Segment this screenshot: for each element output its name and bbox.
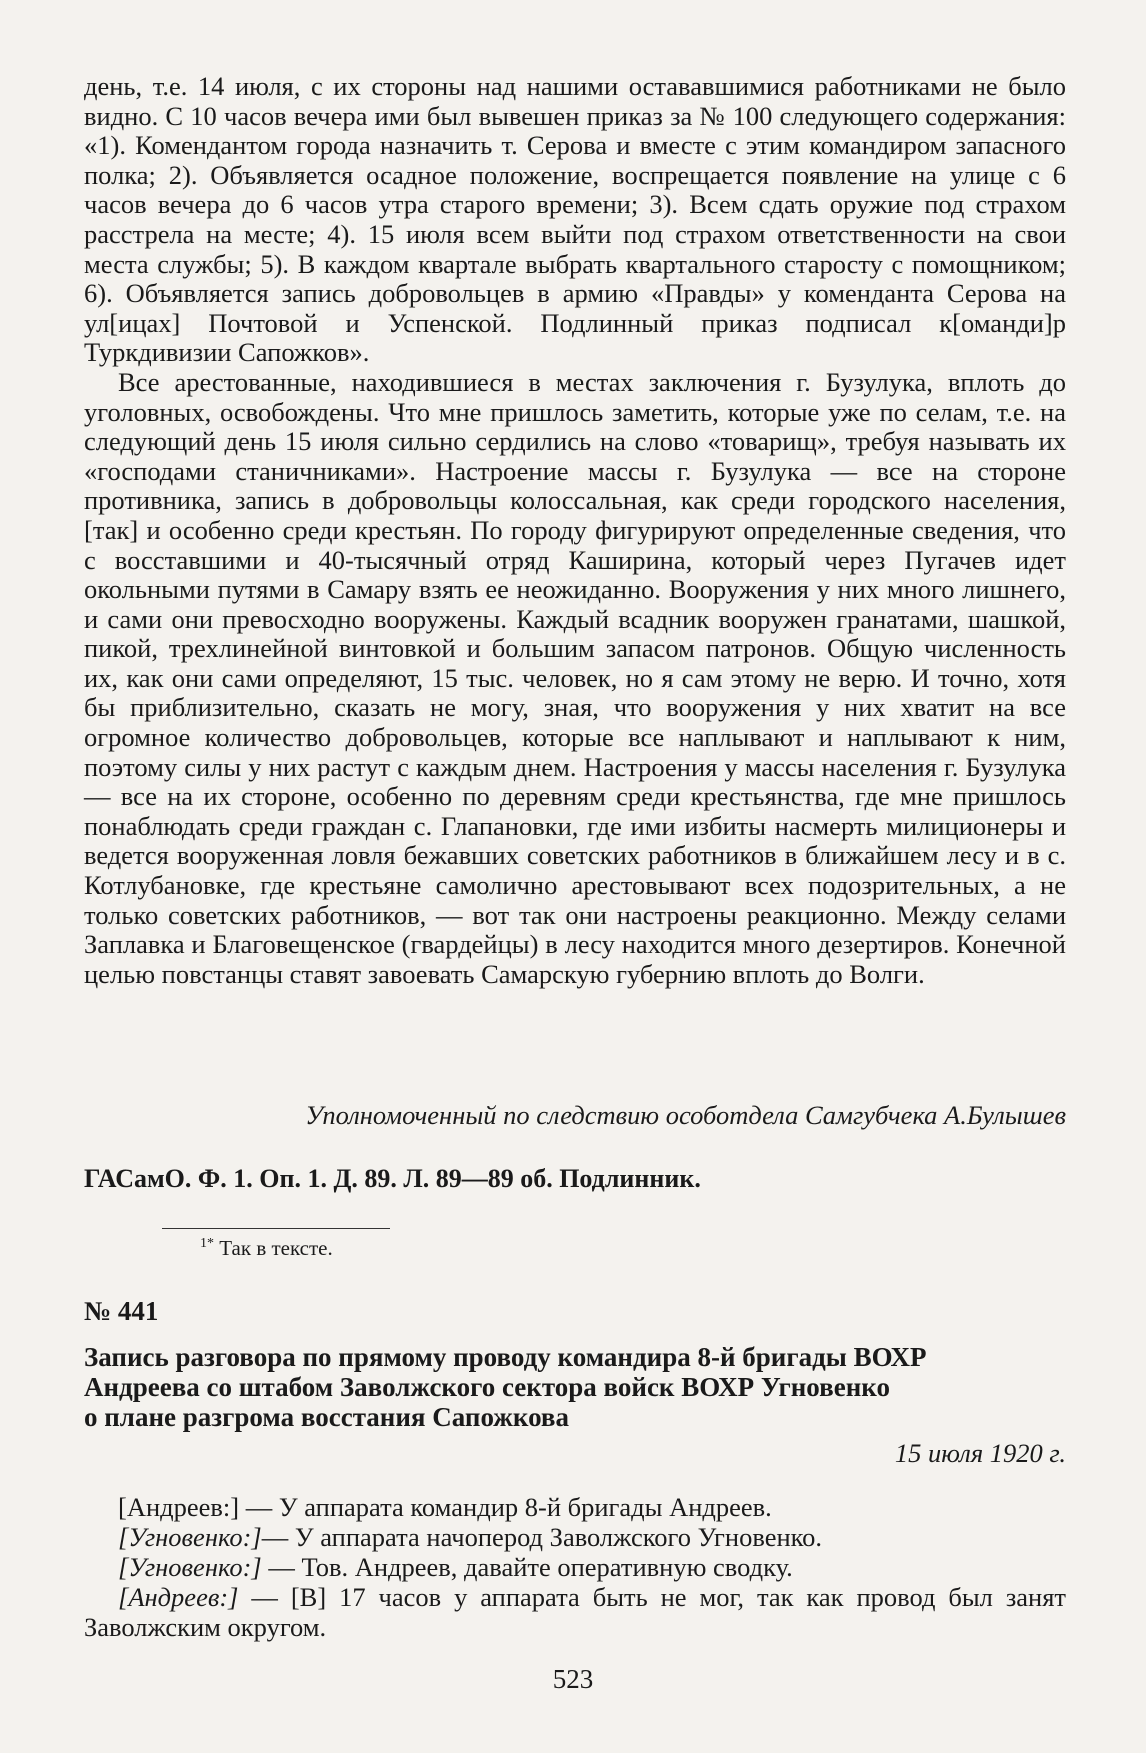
dialogue-line (84, 1582, 1066, 1642)
report-paragraph-2: Все арестованные, находившиеся в местах заключения г. Бузулука, вплоть до уголовных, освобождены. Что мне пришлось заметить, которые уже по селам, т.е. на следующий день 15 июля сильно сердились на слово «товарищ», требуя называть их «господами станичниками». Настроение массы г. Бузулука — все на стороне противника, запись в добровольцы колоссальная, как среди городского населения, [так] и особенно среди крестьян. По городу фигурируют определенные сведения, что с восставшими и 40-тысячный отряд Каширина, который через Пугачев идет окольными путями в Самару взять ее неожиданно. Вооружения у них много лишнего, и сами они превосходно вооружены. Каждый всадник вооружен гранатами, шашкой, пикой, трехлинейной винтовкой и большим запасом патронов. Общую численность их, как они сами определяют, 15 тыс. человек, но я сам этому не верю. И точно, хотя бы приблизительно, сказать не могу, зная, что вооружения у них хватит на все огромное количество добровольцев, которые все наплывают и наплывают к ним, поэтому силы у них растут с каждым днем. Настроения у массы населения г. Бузулука — все на их стороне, особенно по деревням среди крестьянства, где мне пришлось понаблюдать среди граждан с. Глапановки, где ими избиты насмерть милиционеры и ведется вооруженная ловля бежавших советских работников в ближайшем лесу и в с. Котлубановке, где крестьяне самолично арестовывают всех подозрительных, а не только советских работников, — вот так они настроены реакционно. Между селами Заплавка и Благовещенское (гвардейцы) в лесу находится много дезертиров. Конечной целью повстанцы ставят завоевать Самарскую губернию вплоть до Волги. (84, 366, 1066, 989)
speech-text: — [В] 17 часов у аппарата быть не мог, так как провод был занят Заволжским округом. (84, 1582, 1066, 1642)
dialogue-line (84, 1522, 1066, 1552)
document-title-line-2: Андреева со штабом Заволжского сектора войск ВОХР Угновенко (84, 1372, 890, 1402)
speaker-name: [Угновенко:] (118, 1552, 262, 1582)
footnote-text: Так в тексте. (219, 1236, 333, 1260)
document-number: № 441 (84, 1296, 159, 1326)
report-paragraph-1: день, т.е. 14 июля, с их стороны над нашими остававшимися работниками не было видно. С 10 часов вечера ими был вывешен приказ за № 100 следующего содержания: «1). Комендантом города назначить т. Серова и вместе с этим командиром запасного полка; 2). Объявляется осадное положение, воспрещается появление на улице с 6 часов вечера до 6 часов утра старого времени; 3). Всем сдать оружие под страхом расстрела на месте; 4). 15 июля всем выйти под страхом ответственности на свои места службы; 5). В каждом квартале выбрать квартального старосту с помощником; 6). Объявляется запись добровольцев в армию «Правды» у коменданта Серова на ул[ицах] Почтовой и Успенской. Подлинный приказ подписал к[оманди]р Туркдивизии Сапожков». (84, 71, 1066, 368)
report-body (84, 72, 1066, 989)
dialogue-line (84, 1552, 1066, 1582)
speaker-name: [Угновенко:] (118, 1522, 262, 1552)
speech-text: — У аппарата командир 8-й бригады Андреев. (239, 1492, 772, 1522)
footnote (200, 1236, 333, 1261)
speaker-name: [Андреев:] (118, 1582, 239, 1612)
footnote-mark: 1* (200, 1236, 214, 1251)
document-title (84, 1342, 1066, 1432)
document-title-line-1: Запись разговора по прямому проводу командира 8-й бригады ВОХР (84, 1342, 927, 1372)
page-number: 523 (552, 1664, 594, 1694)
speech-text: — У аппарата начоперод Заволжского Угновенко. (261, 1522, 823, 1552)
dialogue-line (84, 1492, 1066, 1522)
speaker-name: [Андреев:] (118, 1492, 240, 1522)
footnote-divider (162, 1228, 390, 1229)
archive-reference: ГАСамО. Ф. 1. Оп. 1. Д. 89. Л. 89—89 об. Подлинник. (84, 1164, 701, 1193)
dialogue (84, 1492, 1066, 1642)
signature-line: Уполномоченный по следствию особотдела Самгубчека А.Булышев (305, 1100, 1066, 1130)
document-title-line-3: о плане разгрома восстания Сапожкова (84, 1402, 569, 1432)
document-date: 15 июля 1920 г. (894, 1438, 1066, 1468)
speech-text: — Тов. Андреев, давайте оперативную сводку. (261, 1552, 793, 1582)
